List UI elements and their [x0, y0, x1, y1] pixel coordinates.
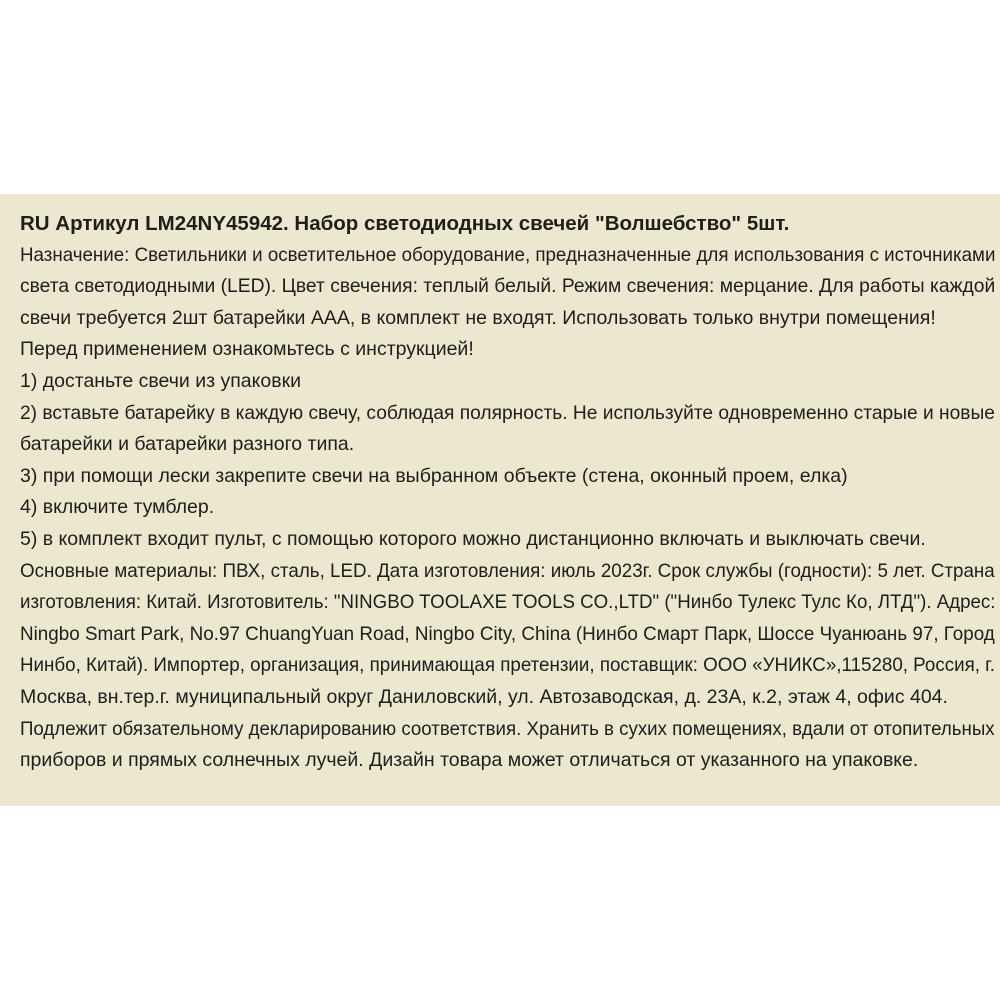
label-line: приборов и прямых солнечных лучей. Дизайн товара может отличаться от указанного на упаковке.	[20, 749, 919, 772]
label-line: Подлежит обязательному декларированию соответствия. Хранить в сухих помещениях, вдали от отопительных	[20, 717, 995, 740]
instruction-step-3: 3) при помощи лески закрепите свечи на выбранном объекте (стена, оконный проем, елка)	[20, 464, 848, 487]
label-title: RU Артикул LM24NY45942. Набор светодиодных свечей "Волшебство" 5шт.	[20, 212, 790, 235]
label-line: Назначение: Светильники и осветительное оборудование, предназначенные для использования с источниками	[20, 243, 996, 266]
label-line: Ningbo Smart Park, No.97 ChuangYuan Road, Ningbo City, China (Нинбо Смарт Парк, Шоссе Чуанюань 97, Город	[20, 622, 995, 645]
label-line: Перед применением ознакомьтесь с инструкцией!	[20, 338, 474, 361]
instruction-step-1: 1) достаньте свечи из упаковки	[20, 369, 302, 392]
label-line: изготовления: Китай. Изготовитель: "NINGBO TOOLAXE TOOLS CO.,LTD" ("Нинбо Тулекс Тулс Ко, ЛТД"). Адрес:	[20, 591, 996, 614]
instruction-step-2: 2) вставьте батарейку в каждую свечу, соблюдая полярность. Не используйте одновременно старые и новые	[20, 401, 995, 424]
instruction-step-2-continued: батарейки и батарейки разного типа.	[20, 433, 355, 456]
instruction-step-5: 5) в комплект входит пульт, с помощью которого можно дистанционно включать и выключать свечи.	[20, 527, 926, 550]
label-line: Основные материалы: ПВХ, сталь, LED. Дата изготовления: июль 2023г. Срок службы (годности): 5 лет. Страна	[20, 559, 995, 582]
label-text-block	[20, 208, 996, 777]
label-line: Нинбо, Китай). Импортер, организация, принимающая претензии, поставщик: ООО «УНИКС»,115280, Россия, г.	[20, 654, 995, 677]
instruction-step-4: 4) включите тумблер.	[20, 496, 215, 519]
label-line: Москва, вн.тер.г. муниципальный округ Даниловский, ул. Автозаводская, д. 23А, к.2, этаж 4, офис 404.	[20, 685, 948, 708]
label-line: свечи требуется 2шт батарейки ААА, в комплект не входят. Использовать только внутри помещения!	[20, 306, 936, 329]
label-line: света светодиодными (LED). Цвет свечения: теплый белый. Режим свечения: мерцание. Для работы каждой	[20, 275, 996, 298]
product-label-panel	[0, 194, 1000, 806]
